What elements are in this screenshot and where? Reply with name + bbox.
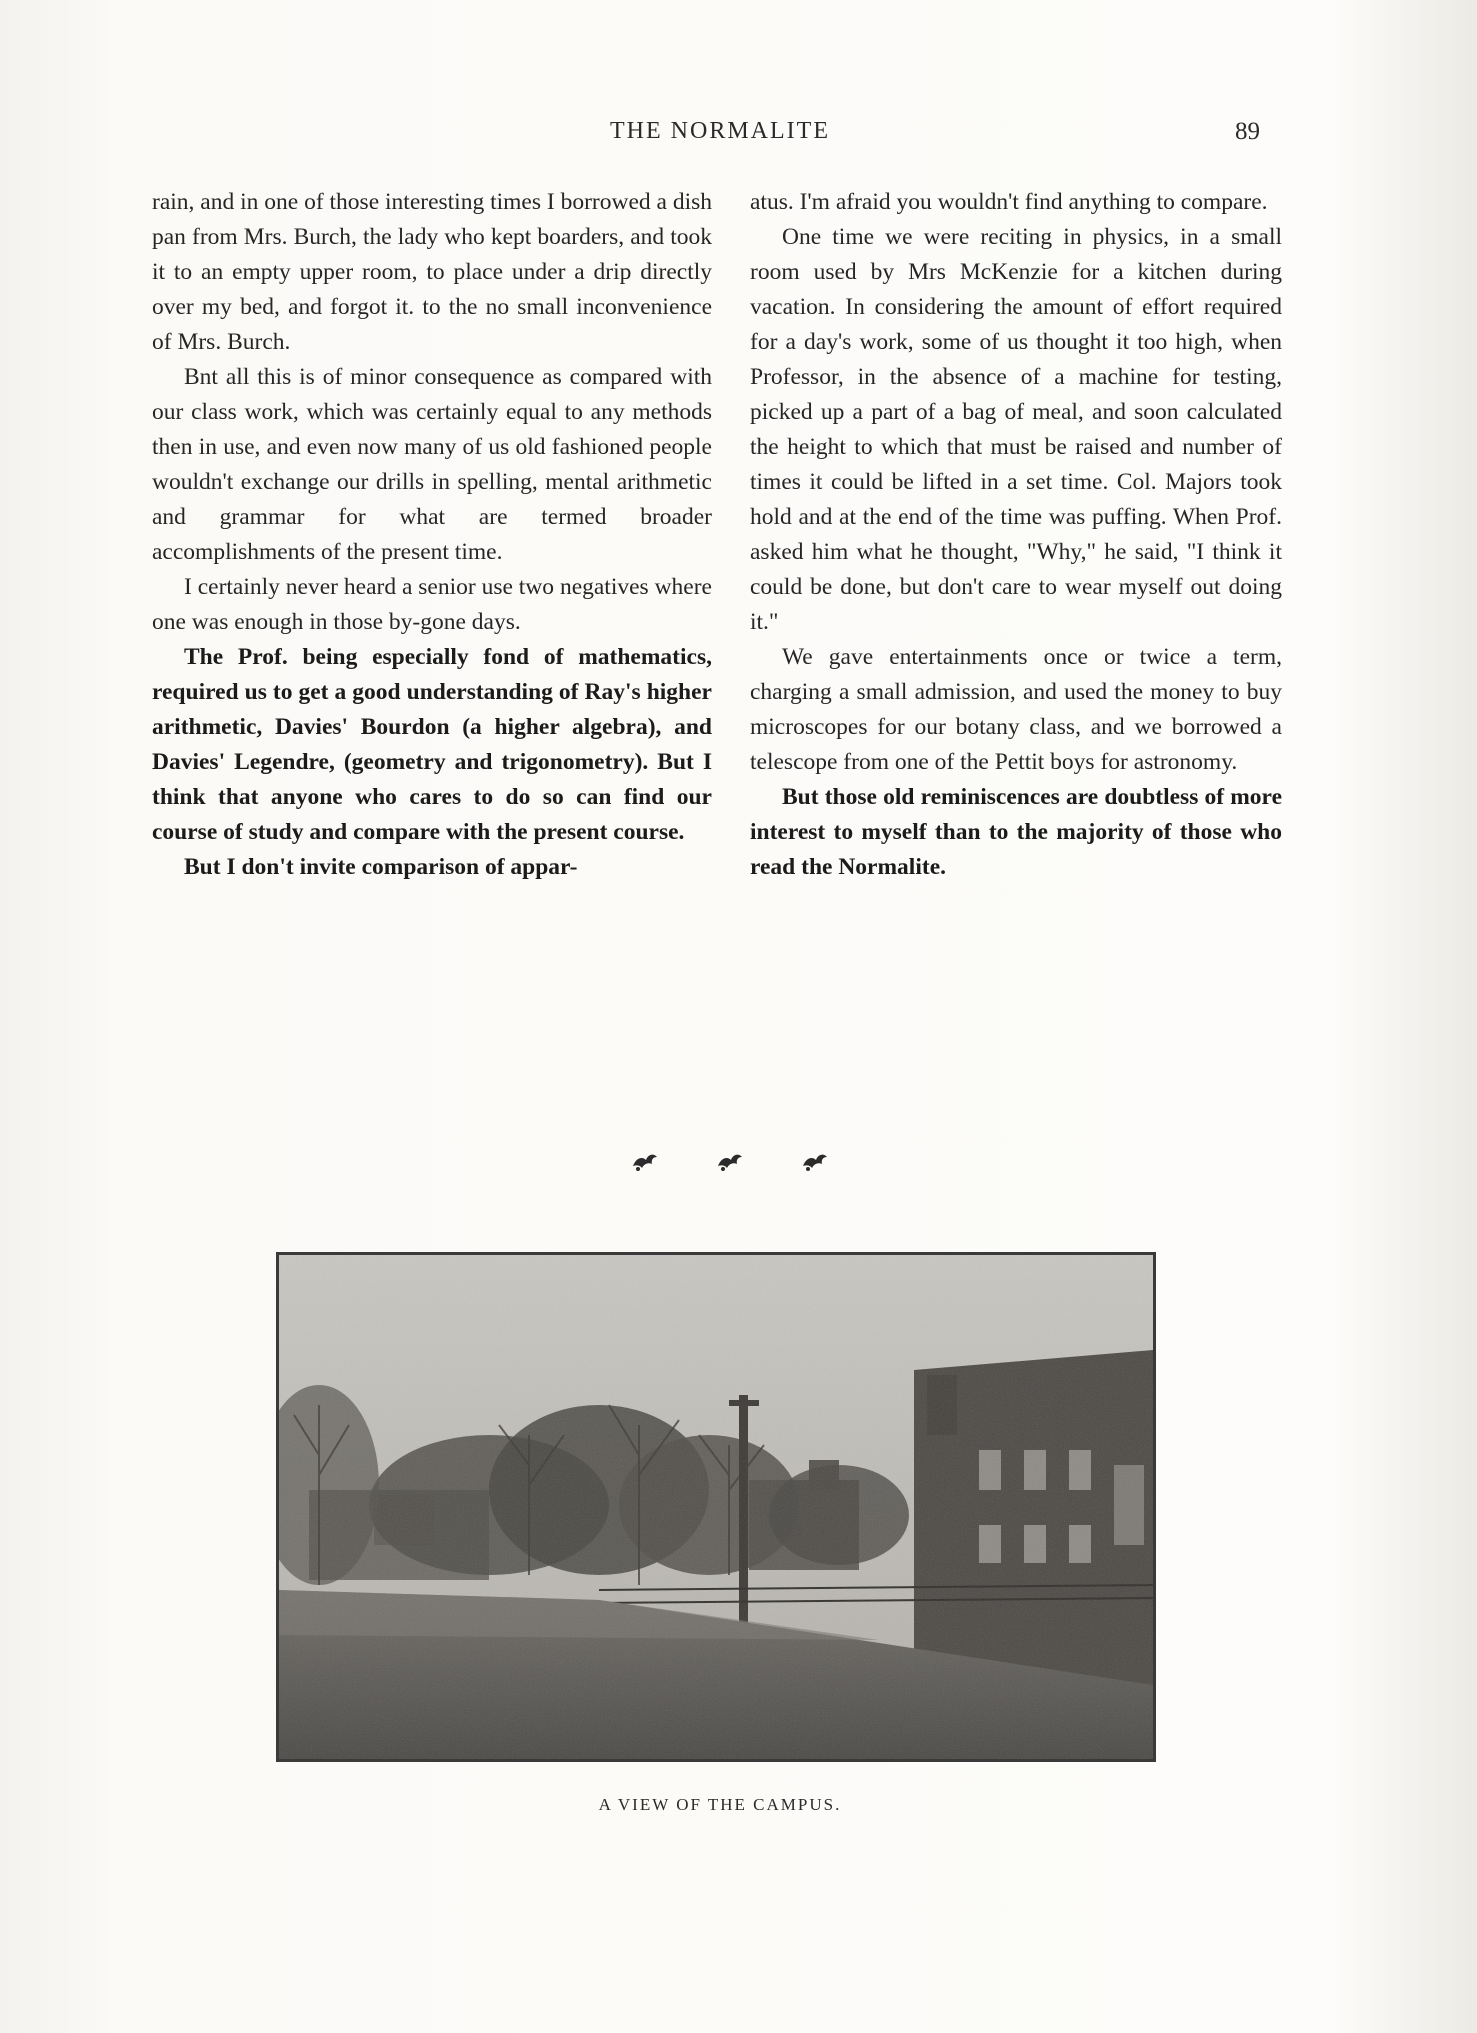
campus-photo bbox=[276, 1252, 1156, 1762]
right-paragraph-2: One time we were reciting in physics, in a small room used by Mrs McKenzie for a kitchen during vacation. In considering the amount of effort required for a day's work, some of us thought it too high, when Professor, in the absence of a machine for testing, picked up a part of a bag of meal, and soon calculated the height to which that must be raised and number of times it could be lifted in a set time. Col. Majors took hold and at the end of the time was puffing. When Prof. asked him what he thought, "Why," he said, "I think it could be done, but don't care to wear myself out doing it." bbox=[750, 224, 1282, 635]
left-paragraph-5: But I don't invite comparison of appar- bbox=[184, 854, 578, 880]
left-column bbox=[152, 185, 712, 885]
fleuron-icon bbox=[800, 1150, 830, 1172]
left-paragraph-2: Bnt all this is of minor consequence as compared with our class work, which was certainly equal to any methods then in use, and even now many of us old fashioned people wouldn't exchange our drills in spelling, mental arithmetic and grammar for what are termed broader accomplishments of the present time. bbox=[152, 364, 712, 565]
section-ornaments bbox=[630, 1150, 830, 1172]
photo-caption: A VIEW OF THE CAMPUS. bbox=[598, 1795, 842, 1814]
right-paragraph-1: atus. I'm afraid you wouldn't find anything to compare. bbox=[750, 189, 1268, 215]
fleuron-icon bbox=[715, 1150, 745, 1172]
page-number: 89 bbox=[1235, 118, 1260, 145]
left-paragraph-1: rain, and in one of those interesting times I borrowed a dish pan from Mrs. Burch, the lady who kept boarders, and took it to an empty upper room, to place under a drip directly over my bed, and forgot it. to the no small inconvenience of Mrs. Burch. bbox=[152, 189, 712, 355]
left-paragraph-4: The Prof. being especially fond of mathematics, required us to get a good understanding of Ray's higher arithmetic, Davies' Bourdon (a higher algebra), and Davies' Legendre, (geometry and trigonometry). But I think that anyone who cares to do so can find our course of study and compare with the present course. bbox=[152, 644, 712, 845]
fleuron-icon bbox=[630, 1150, 660, 1172]
right-paragraph-4: But those old reminiscences are doubtless of more interest to myself than to the majority of those who read the Normalite. bbox=[750, 784, 1282, 880]
left-paragraph-3: I certainly never heard a senior use two negatives where one was enough in those by-gone days. bbox=[152, 574, 712, 635]
right-column bbox=[750, 185, 1282, 885]
right-paragraph-3: We gave entertainments once or twice a term, charging a small admission, and used the money to buy microscopes for our botany class, and we borrowed a telescope from one of the Pettit boys for astronomy. bbox=[750, 644, 1282, 775]
campus-photo-illustration bbox=[279, 1255, 1153, 1759]
running-header-title: THE NORMALITE bbox=[610, 118, 830, 144]
